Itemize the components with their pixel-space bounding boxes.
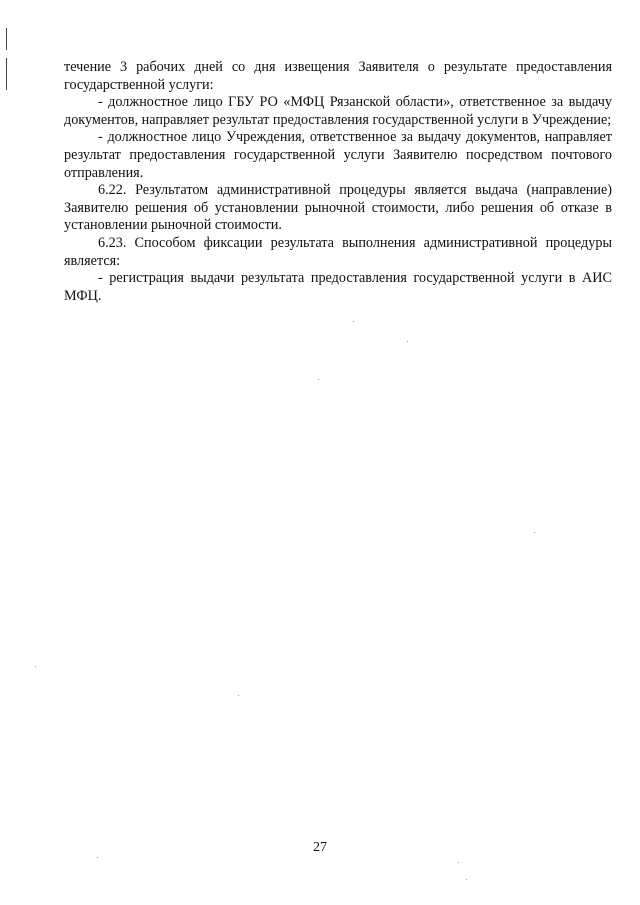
paragraph-6-23: 6.23. Способом фиксации результата выполнения административной процедуры является: bbox=[64, 234, 612, 269]
scan-speck bbox=[318, 379, 319, 380]
paragraph-mfc-official: - должностное лицо ГБУ РО «МФЦ Рязанской области», ответственное за выдачу документов, направляет результат предоставления государственной услуги в Учреждение; bbox=[64, 94, 612, 128]
document-body bbox=[64, 59, 612, 305]
paragraph-continuation: течение 3 рабочих дней со дня извещения Заявителя о результате предоставления государственной услуги: bbox=[64, 59, 612, 93]
scan-speck bbox=[407, 341, 408, 342]
scan-speck bbox=[97, 857, 98, 858]
page-number: 27 bbox=[313, 840, 327, 855]
scan-edge-mark bbox=[6, 58, 7, 90]
paragraph-registration: - регистрация выдачи результата предоставления государственной услуги в АИС МФЦ. bbox=[64, 270, 612, 304]
paragraph-6-22: 6.22. Результатом административной процедуры является выдача (направление) Заявителю решения об установлении рыночной стоимости, либо решения об отказе в установлении рыночной стоимости. bbox=[64, 182, 612, 234]
scan-edge-mark bbox=[6, 28, 7, 50]
paragraph-institution-official: - должностное лицо Учреждения, ответственное за выдачу документов, направляет результат предоставления государственной услуги Заявителю посредством почтового отправления. bbox=[64, 129, 612, 181]
scan-speck bbox=[466, 879, 467, 880]
scan-speck bbox=[35, 666, 36, 667]
scan-speck bbox=[353, 321, 354, 322]
scan-speck bbox=[534, 532, 535, 533]
scan-speck bbox=[458, 862, 459, 863]
scan-speck bbox=[238, 695, 239, 696]
